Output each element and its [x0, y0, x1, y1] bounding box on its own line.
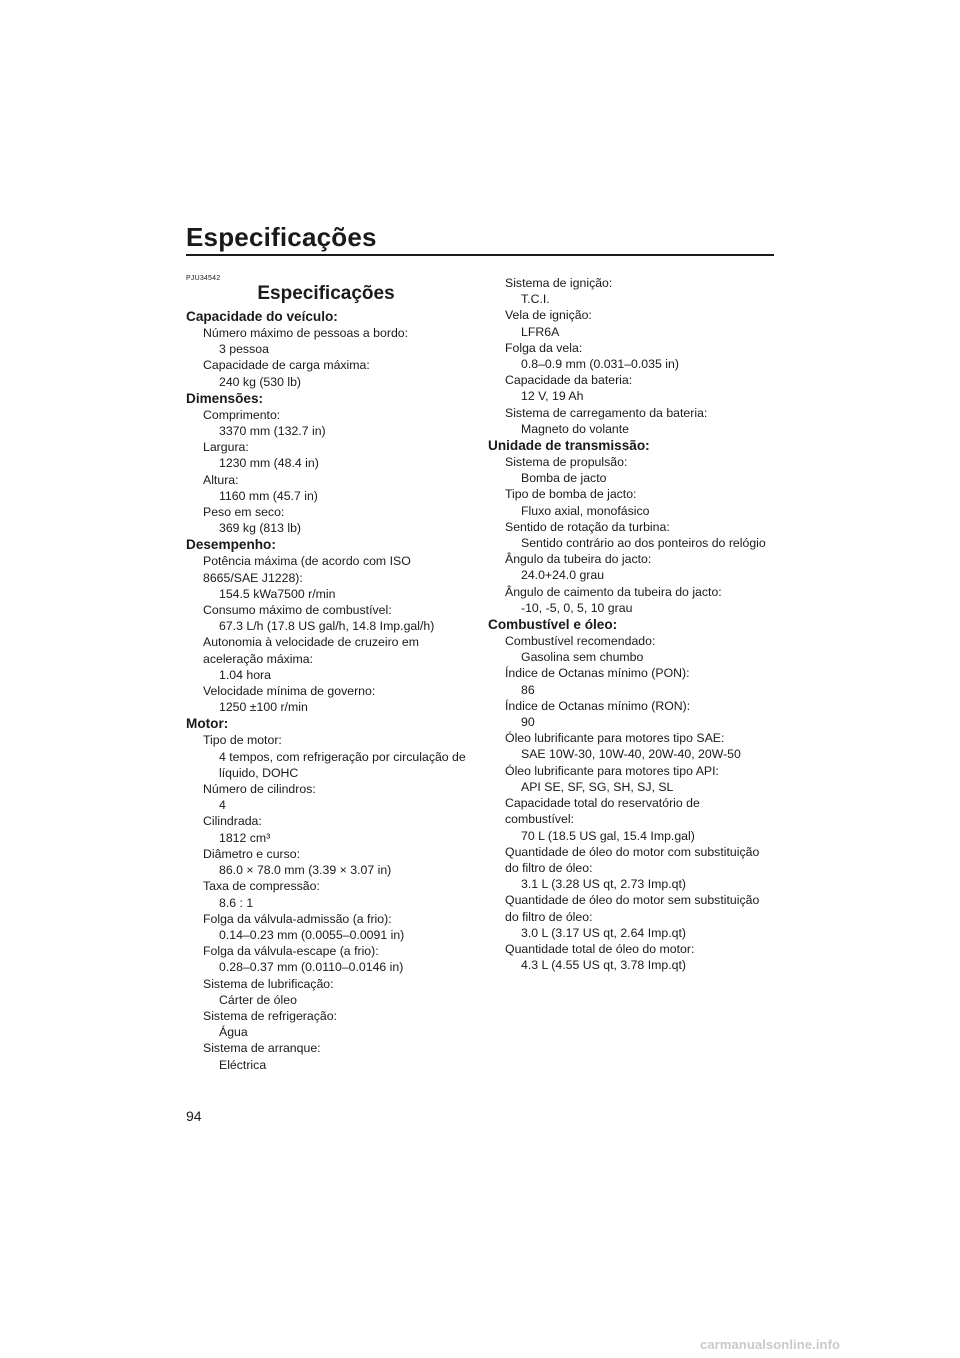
left-spec-list: [186, 308, 476, 1073]
spec-label: Sistema de lubrificação:: [203, 976, 334, 991]
page-header-title: Especificações: [186, 222, 377, 252]
spec-value: 70 L (18.5 US gal, 15.4 Imp.gal): [521, 828, 695, 843]
spec-value: Cárter de óleo: [219, 992, 297, 1007]
spec-label: Índice de Octanas mínimo (PON):: [505, 666, 690, 681]
spec-value: 8.6 : 1: [219, 895, 254, 910]
spec-value: Gasolina sem chumbo: [521, 650, 644, 665]
spec-label: Cilindrada:: [203, 814, 262, 829]
section-heading: Motor:: [186, 716, 229, 732]
spec-label: Índice de Octanas mínimo (RON):: [505, 698, 691, 713]
spec-value: 154.5 kWa7500 r/min: [219, 586, 336, 601]
spec-value: 67.3 L/h (17.8 US gal/h, 14.8 Imp.gal/h): [219, 619, 435, 634]
spec-label: Combustível recomendado:: [505, 634, 656, 649]
spec-label: Sistema de carregamento da bateria:: [505, 405, 708, 420]
spec-label: Capacidade total do reservatório de: [505, 796, 700, 811]
spec-value: 1812 cm³: [219, 830, 271, 845]
spec-label: Quantidade de óleo do motor com substituição: [505, 844, 760, 859]
spec-label: Taxa de compressão:: [203, 879, 320, 894]
spec-label: Peso em seco:: [203, 505, 285, 520]
spec-label: Sentido de rotação da turbina:: [505, 519, 670, 534]
right-column: [488, 275, 788, 973]
spec-value: 1160 mm (45.7 in): [219, 488, 318, 503]
spec-value: 4.3 L (4.55 US qt, 3.78 Imp.qt): [521, 958, 686, 973]
spec-value: 3 pessoa: [219, 342, 269, 357]
spec-label: Consumo máximo de combustível:: [203, 603, 392, 618]
page-number: 94: [186, 1108, 202, 1124]
spec-label: 8665/SAE J1228):: [203, 570, 303, 585]
spec-value: 12 V, 19 Ah: [521, 389, 584, 404]
spec-value: 1230 mm (48.4 in): [219, 456, 319, 471]
spec-label: Velocidade mínima de governo:: [203, 684, 376, 699]
right-spec-list: [488, 275, 788, 973]
spec-value: Sentido contrário ao dos ponteiros do relógio: [521, 536, 766, 551]
section-heading: Combustível e óleo:: [488, 617, 618, 633]
spec-value: 0.8–0.9 mm (0.031–0.035 in): [521, 357, 679, 372]
header-rule: [186, 254, 774, 256]
spec-label: Ângulo de caimento da tubeira do jacto:: [505, 584, 722, 599]
section-code: PJU34542: [186, 275, 221, 282]
spec-value: Água: [219, 1025, 248, 1040]
spec-label: Folga da válvula-admissão (a frio):: [203, 911, 392, 926]
spec-value: 240 kg (530 lb): [219, 374, 302, 389]
spec-label: Quantidade de óleo do motor sem substituição: [505, 893, 760, 908]
spec-value: líquido, DOHC: [219, 765, 299, 780]
spec-label: Tipo de bomba de jacto:: [505, 487, 637, 502]
spec-label: Ângulo da tubeira do jacto:: [505, 552, 652, 567]
spec-label: combustível:: [505, 812, 575, 827]
spec-label: Comprimento:: [203, 407, 281, 422]
spec-value: T.C.I.: [521, 292, 550, 307]
spec-value: -10, -5, 0, 5, 10 grau: [521, 600, 633, 615]
spec-value: SAE 10W-30, 10W-40, 20W-40, 20W-50: [521, 747, 741, 762]
spec-value: 3.0 L (3.17 US qt, 2.64 Imp.qt): [521, 925, 686, 940]
spec-value: 369 kg (813 lb): [219, 521, 302, 536]
spec-value: Bomba de jacto: [521, 471, 607, 486]
spec-label: Quantidade total de óleo do motor:: [505, 941, 695, 956]
left-column: [186, 275, 476, 1073]
spec-value: 3370 mm (132.7 in): [219, 424, 326, 439]
spec-label: Capacidade de carga máxima:: [203, 358, 370, 373]
section-heading: Unidade de transmissão:: [488, 438, 650, 454]
spec-label: Óleo lubrificante para motores tipo SAE:: [505, 731, 725, 746]
spec-value: 86: [521, 682, 535, 697]
spec-label: Sistema de arranque:: [203, 1041, 321, 1056]
spec-label: Altura:: [203, 472, 239, 487]
spec-label: Óleo lubrificante para motores tipo API:: [505, 763, 719, 778]
spec-label: Capacidade da bateria:: [505, 373, 633, 388]
spec-label: Diâmetro e curso:: [203, 846, 301, 861]
section-heading: Dimensões:: [186, 390, 264, 406]
section-heading: Capacidade do veículo:: [186, 309, 338, 324]
spec-value: Magneto do volante: [521, 421, 630, 436]
spec-value: 90: [521, 715, 535, 730]
spec-label: Sistema de refrigeração:: [203, 1008, 337, 1023]
spec-label: Folga da vela:: [505, 340, 583, 355]
spec-label: Número de cilindros:: [203, 782, 316, 797]
spec-label: Tipo de motor:: [203, 733, 282, 748]
spec-label: do filtro de óleo:: [505, 860, 593, 875]
spec-value: 1250 ±100 r/min: [219, 700, 308, 715]
spec-label: do filtro de óleo:: [505, 909, 593, 924]
spec-label: Largura:: [203, 440, 249, 455]
spec-label: Sistema de ignição:: [505, 276, 613, 290]
spec-value: 24.0+24.0 grau: [521, 568, 605, 583]
spec-label: Número máximo de pessoas a bordo:: [203, 326, 409, 340]
spec-value: 4 tempos, com refrigeração por circulação de: [219, 749, 466, 764]
spec-label: aceleração máxima:: [203, 651, 314, 666]
watermark-link[interactable]: carmanualsonline.info: [700, 1337, 841, 1352]
spec-label: Sistema de propulsão:: [505, 455, 628, 470]
spec-label: Folga da válvula-escape (a frio):: [203, 944, 379, 959]
spec-value: LFR6A: [521, 324, 560, 339]
section-title: Especificações: [257, 283, 395, 304]
spec-value: 3.1 L (3.28 US qt, 2.73 Imp.qt): [521, 877, 686, 892]
spec-value: API SE, SF, SG, SH, SJ, SL: [521, 779, 674, 794]
spec-value: 4: [219, 798, 226, 813]
spec-value: 1.04 hora: [219, 667, 271, 682]
spec-value: 0.14–0.23 mm (0.0055–0.0091 in): [219, 927, 405, 942]
spec-value: 0.28–0.37 mm (0.0110–0.0146 in): [219, 960, 404, 975]
spec-value: Eléctrica: [219, 1057, 267, 1072]
spec-label: Vela de ignição:: [505, 308, 592, 323]
spec-value: 86.0 × 78.0 mm (3.39 × 3.07 in): [219, 863, 392, 878]
section-heading: Desempenho:: [186, 537, 276, 553]
spec-label: Potência máxima (de acordo com ISO: [203, 554, 411, 569]
spec-label: Autonomia à velocidade de cruzeiro em: [203, 635, 420, 650]
spec-value: Fluxo axial, monofásico: [521, 503, 650, 518]
